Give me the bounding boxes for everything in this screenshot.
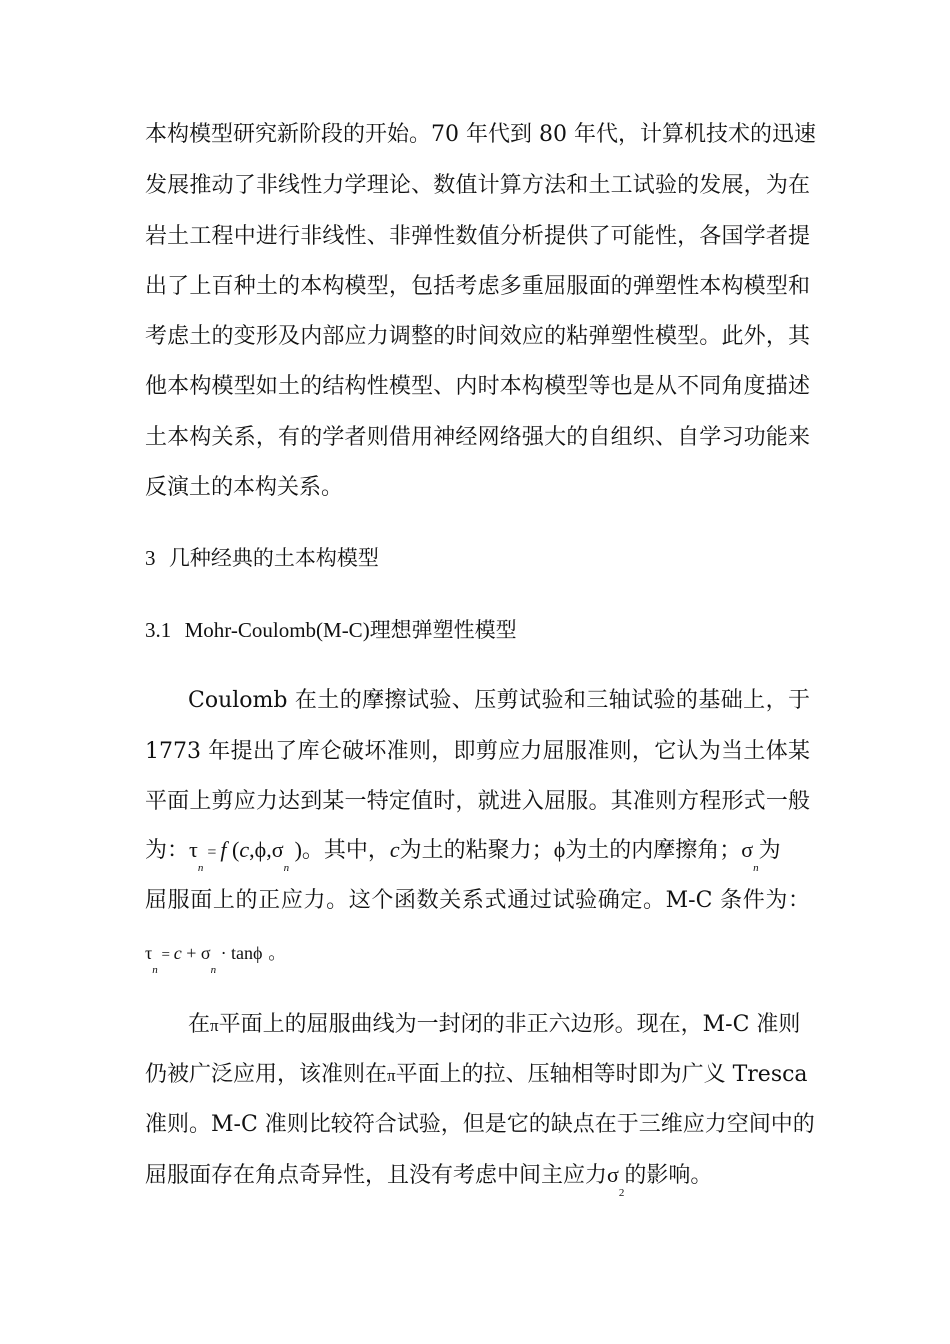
var-c: c xyxy=(239,837,250,862)
text-fragment: 。 xyxy=(262,943,287,964)
section-heading-3 xyxy=(145,543,810,573)
text-fragment: 为土的内摩擦角； xyxy=(565,838,742,863)
text-line: 1773 年提出了库仑破坏准则，即剪应力屈服准则，它认为当土体某 xyxy=(145,739,810,764)
text-fragment: 平面上的拉、压轴相等时即为广义 Tresca xyxy=(395,1062,808,1087)
tau-symbol: τ xyxy=(189,837,198,862)
text-line: 平面上剪应力达到某一特定值时，就进入屈服。其准则方程形式一般 xyxy=(145,789,810,814)
sigma-symbol: σ xyxy=(607,1162,619,1187)
var-c: c xyxy=(173,943,182,963)
sigma-symbol: σ xyxy=(271,837,284,862)
text-fragment: 仍被广泛应用，该准则在 xyxy=(145,1062,388,1087)
text-line: 考虑土的变形及内部应力调整的时间效应的粘弹塑性模型。此外，其 xyxy=(145,324,810,349)
var-phi: ϕ xyxy=(553,837,566,862)
sigma-symbol: σ xyxy=(741,837,754,862)
subscript-n: n xyxy=(152,964,158,976)
text-fragment: 为： xyxy=(145,838,190,863)
text-line: 准则。M-C 准则比较符合试验，但是它的缺点在于三维应力空间中的 xyxy=(145,1112,815,1137)
text-line: 发展推动了非线性力学理论、数值计算方法和土工试验的发展，为在 xyxy=(145,173,810,198)
sigma-symbol: + σ xyxy=(181,943,211,963)
text-line: 反演土的本构关系。 xyxy=(145,475,344,500)
text-fragment: 为 xyxy=(758,838,781,863)
text-line: 他本构模型如土的结构性模型、内时本构模型等也是从不同角度描述 xyxy=(145,374,810,399)
text-line: Coulomb 在土的摩擦试验、压剪试验和三轴试验的基础上，于 xyxy=(188,688,810,713)
text-fragment: 。其中， xyxy=(301,838,390,863)
text-line-with-sigma xyxy=(145,1160,810,1199)
section-title: 几种经典的土本构模型 xyxy=(168,546,379,570)
text-fragment: 屈服面存在角点奇异性，且没有考虑中间主应力 xyxy=(145,1163,608,1188)
section-title-suffix: 理想弹塑性模型 xyxy=(369,618,517,642)
subscript-n: n xyxy=(753,862,759,874)
pi-symbol: π xyxy=(387,1066,396,1085)
pi-symbol: π xyxy=(210,1016,219,1035)
equals-sign: = xyxy=(203,844,221,861)
subscript-2: 2 xyxy=(618,1187,625,1199)
subscript-n: n xyxy=(283,862,290,874)
var-c: c xyxy=(389,837,400,862)
section-number: 3.1 xyxy=(145,618,172,642)
text-fragment: 在 xyxy=(188,1012,211,1037)
function-f: f xyxy=(220,837,227,862)
subscript-n: n xyxy=(210,964,217,976)
section-number: 3 xyxy=(145,546,156,570)
section-title-prefix: Mohr-Coulomb(M-C) xyxy=(184,618,370,642)
tan-phi: · tanϕ xyxy=(216,943,263,963)
text-line-with-pi xyxy=(188,1010,810,1041)
paren-close: ) xyxy=(289,837,302,862)
text-line: 岩土工程中进行非线性、非弹性数值分析提供了可能性，各国学者提 xyxy=(145,224,810,249)
section-heading-3-1 xyxy=(145,615,810,645)
text-line-with-pi xyxy=(145,1060,810,1091)
subscript-n: n xyxy=(197,862,204,874)
paren-open: ( xyxy=(226,837,240,862)
var-phi: ,ϕ, xyxy=(249,837,272,862)
text-fragment: 平面上的屈服曲线为一封闭的非正六边形。现在，M-C 准则 xyxy=(218,1012,801,1037)
text-fragment: 为土的粘聚力； xyxy=(399,838,554,863)
formula-mc-criterion xyxy=(145,938,810,976)
equals-sign: = xyxy=(157,947,174,963)
text-line: 本构模型研究新阶段的开始。70 年代到 80 年代，计算机技术的迅速 xyxy=(145,122,816,147)
text-line: 屈服面上的正应力。这个函数关系式通过试验确定。M-C 条件为： xyxy=(145,888,810,913)
formula-yield-function xyxy=(189,837,302,874)
tau-symbol: τ xyxy=(145,943,153,963)
text-line: 土本构关系，有的学者则借用神经网络强大的自组织、自学习功能来 xyxy=(145,425,810,450)
text-line: 出了上百种土的本构模型，包括考虑多重屈服面的弹塑性本构模型和 xyxy=(145,274,810,299)
text-line-with-formula xyxy=(145,835,810,874)
text-fragment: 的影响。 xyxy=(624,1163,713,1188)
